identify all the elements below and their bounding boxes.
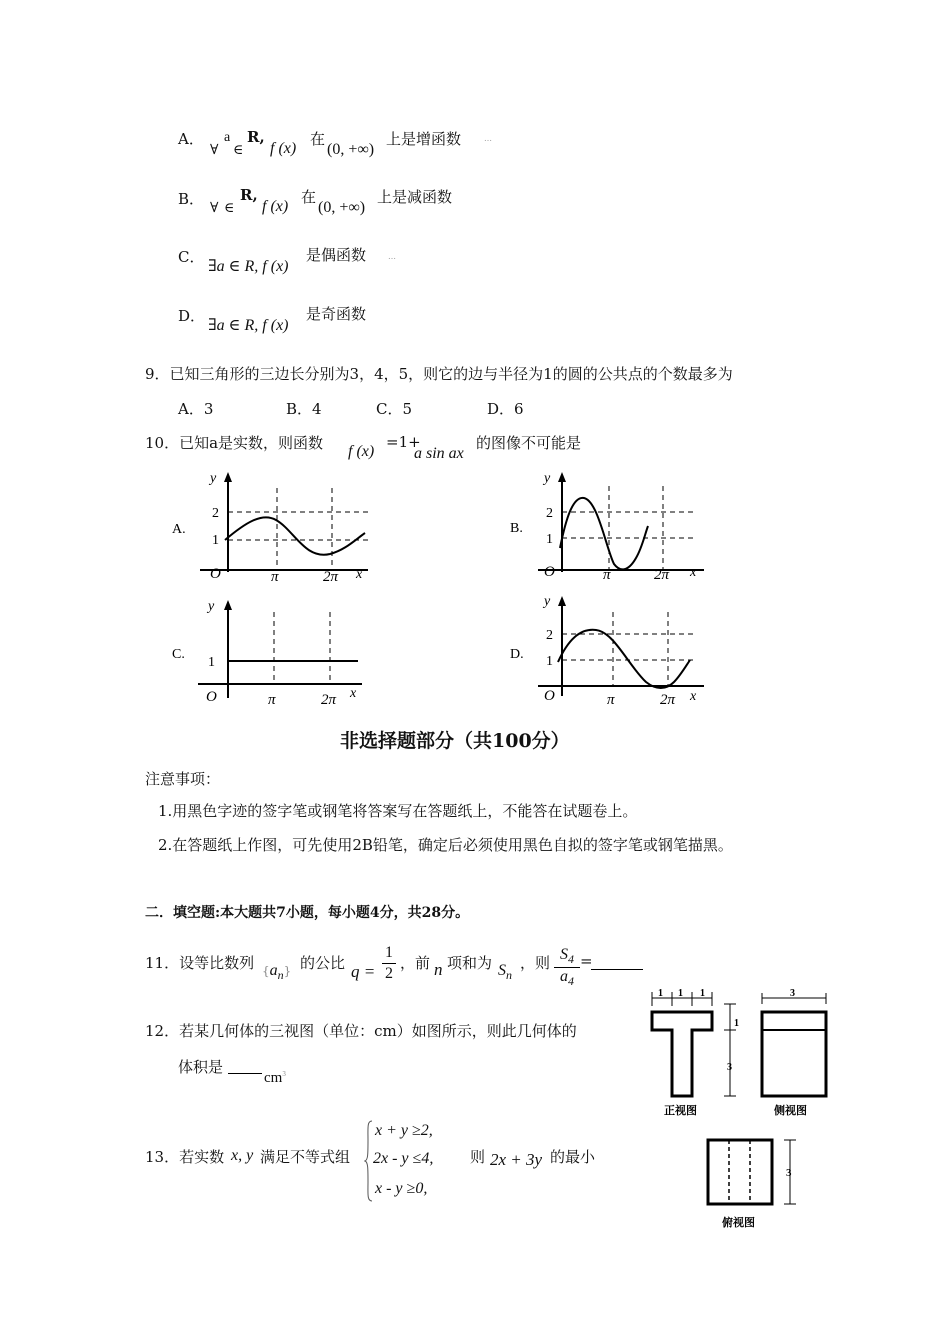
x-label: x [350, 686, 357, 701]
option-letter: C． [178, 248, 205, 266]
q13-a: 13．若实数 [145, 1148, 225, 1166]
tick-1: 1 [546, 654, 553, 669]
q8-a-a: a [224, 130, 231, 145]
q8-option-b [178, 188, 204, 209]
tick-pi: π [268, 692, 276, 708]
q13-d: 的最小 [550, 1148, 596, 1166]
q9-stem: 9．已知三角形的三边长分别为3，4，5，则它的边与半径为1的圆的公共点的个数最多为 [145, 365, 733, 383]
dim-front-3: 3 [727, 1062, 732, 1073]
q13-ineq-1: x + y ≥2, [375, 1122, 433, 1139]
q11-b: 的公比 [300, 954, 346, 972]
q8-c-mark: … [388, 252, 396, 261]
notice-1: 1.用黑色字迹的签字笔或钢笔将答案写在答题纸上，不能答在试题卷上。 [158, 802, 638, 820]
q12-answer-blank[interactable] [228, 1073, 262, 1074]
graph-letter: B. [510, 521, 523, 536]
tick-1: 1 [208, 655, 215, 670]
q8-a-mark: … [484, 134, 492, 143]
q10-fx: f (x) [348, 443, 375, 460]
front-view [652, 1012, 712, 1096]
option-letter: B． [178, 190, 205, 208]
origin: O [544, 564, 555, 580]
graph-letter: C. [172, 647, 185, 662]
q11-seq: $\{a_n\}$ [262, 962, 292, 983]
curve [558, 630, 690, 688]
q9-option-c: C．5 [376, 400, 413, 418]
q11-a: 11．设等比数列 [145, 954, 255, 972]
y-arrow [224, 600, 232, 610]
x-label: x [690, 565, 697, 580]
graph-b [508, 468, 718, 586]
three-view-figure [640, 984, 840, 1234]
fill-heading: 二．填空题:本大题共7小题，每小题4分，共28分。 [145, 905, 470, 921]
x-label: x [356, 567, 363, 582]
y-label: y [208, 599, 215, 614]
tick-2: 2 [546, 506, 553, 521]
q8-option-a [178, 128, 204, 149]
notice-head: 注意事项： [145, 770, 221, 788]
q13-vars: x, y [231, 1147, 254, 1164]
q8-b-fx: f (x) [262, 198, 289, 215]
q8-a-fx: f (x) [270, 140, 297, 157]
graph-d [508, 590, 718, 708]
q11-ratio: $S_4$ $a_4$ [554, 946, 580, 989]
tick-2pi: 2π [654, 567, 670, 583]
origin: O [544, 688, 555, 704]
section-title: 非选择题部分（共100分） [340, 730, 570, 752]
side-view [762, 1012, 826, 1096]
q8-b-forall: ∀ [210, 200, 219, 216]
q8-a-zai: 在 [310, 130, 326, 148]
tick-2pi: 2π [660, 692, 676, 708]
dim-top-3: 3 [786, 1167, 792, 1179]
q8-d-expr: ∃a ∈ R, f (x) [208, 317, 289, 334]
q8-d-text: 是奇函数 [306, 305, 367, 323]
q8-a-text: 上是增函数 [386, 130, 462, 148]
q11-n: n [434, 960, 443, 979]
q9-option-b: B．4 [286, 400, 322, 418]
tick-2pi: 2π [323, 569, 339, 585]
q8-b-R: R, [240, 186, 258, 204]
graph-letter: D. [510, 647, 524, 662]
origin: O [210, 566, 221, 582]
q8-a-R: R, [247, 128, 265, 146]
q13-ineq-2: 2x - y ≤4, [373, 1150, 434, 1167]
option-letter: A． [178, 130, 204, 148]
tick-2: 2 [212, 506, 219, 521]
tick-pi: π [607, 692, 615, 708]
q8-b-interval: (0, +∞) [318, 199, 366, 216]
q13-expr: 2x + 3y [490, 1150, 543, 1169]
graph-a [170, 468, 380, 586]
q10-stem-a: 10．已知a是实数，则函数 [145, 434, 324, 452]
tick-2: 2 [546, 628, 553, 643]
y-label: y [210, 471, 217, 486]
notice-2: 2.在答题纸上作图，可先使用2B铅笔，确定后必须使用黑色自拟的签字笔或钢笔描黑。 [158, 836, 733, 854]
q13-ineq-3: x - y ≥0, [375, 1180, 428, 1197]
q10-rhs: a sin ax [414, 445, 464, 462]
tick-1: 1 [212, 533, 219, 548]
curve [225, 517, 365, 554]
x-label: x [690, 689, 697, 704]
q8-b-in: ∈ [224, 200, 235, 216]
q8-c-expr: ∃a ∈ R, f (x) [208, 258, 289, 275]
option-letter: D． [178, 307, 206, 325]
q12-line2: 体积是 [178, 1058, 224, 1076]
q8-b-text: 上是减函数 [377, 188, 453, 206]
y-label: y [544, 471, 551, 486]
q10-eq: =1+ [386, 433, 421, 451]
top-view-label: 俯视图 [722, 1217, 755, 1229]
q11-S: $S_n$ [498, 962, 512, 983]
q11-eq: = [580, 952, 593, 970]
q11-d: 项和为 [447, 954, 493, 972]
q8-option-d [178, 305, 205, 326]
y-arrow [558, 596, 566, 606]
tick-pi: π [271, 569, 279, 585]
q13-c: 则 [470, 1148, 486, 1166]
q8-a-forall: ∀ [210, 143, 219, 158]
q11-answer-blank[interactable] [591, 969, 643, 970]
dim-1a: 1 [658, 988, 663, 999]
q11-q: q = [351, 962, 376, 981]
graph-c [170, 594, 380, 709]
q9-option-a: A．3 [178, 400, 214, 418]
q10-stem-b: 的图像不可能是 [476, 434, 582, 452]
tick-1: 1 [546, 532, 553, 547]
q8-a-interval: (0, +∞) [327, 141, 375, 158]
top-view [708, 1140, 772, 1204]
q12-line1: 12．若某几何体的三视图（单位：cm）如图所示，则此几何体的 [145, 1022, 577, 1040]
dim-side-3: 3 [790, 988, 795, 999]
q8-b-zai: 在 [301, 188, 317, 206]
q11-frac: 1 2 [382, 944, 396, 983]
y-arrow [558, 472, 566, 482]
dim-1b: 1 [678, 988, 683, 999]
q11-c: ，前 [400, 954, 431, 972]
q13-b: 满足不等式组 [260, 1148, 351, 1166]
y-label: y [544, 594, 551, 609]
front-view-label: 正视图 [664, 1105, 697, 1117]
q8-option-c [178, 246, 204, 267]
q8-c-text: 是偶函数 [306, 246, 367, 264]
tick-pi: π [603, 567, 611, 583]
y-arrow [224, 472, 232, 482]
q11-e: ，则 [520, 954, 551, 972]
q8-a-in: ∈ [233, 143, 244, 158]
origin: O [206, 689, 217, 705]
dim-front-1: 1 [734, 1018, 739, 1029]
curve [560, 498, 648, 570]
dim-1c: 1 [700, 988, 705, 999]
q12-unit: $cm^3$ [264, 1070, 286, 1086]
side-view-label: 侧视图 [774, 1105, 807, 1117]
q9-option-d: D．6 [487, 400, 524, 418]
graph-letter: A. [172, 522, 186, 537]
tick-2pi: 2π [321, 692, 337, 708]
